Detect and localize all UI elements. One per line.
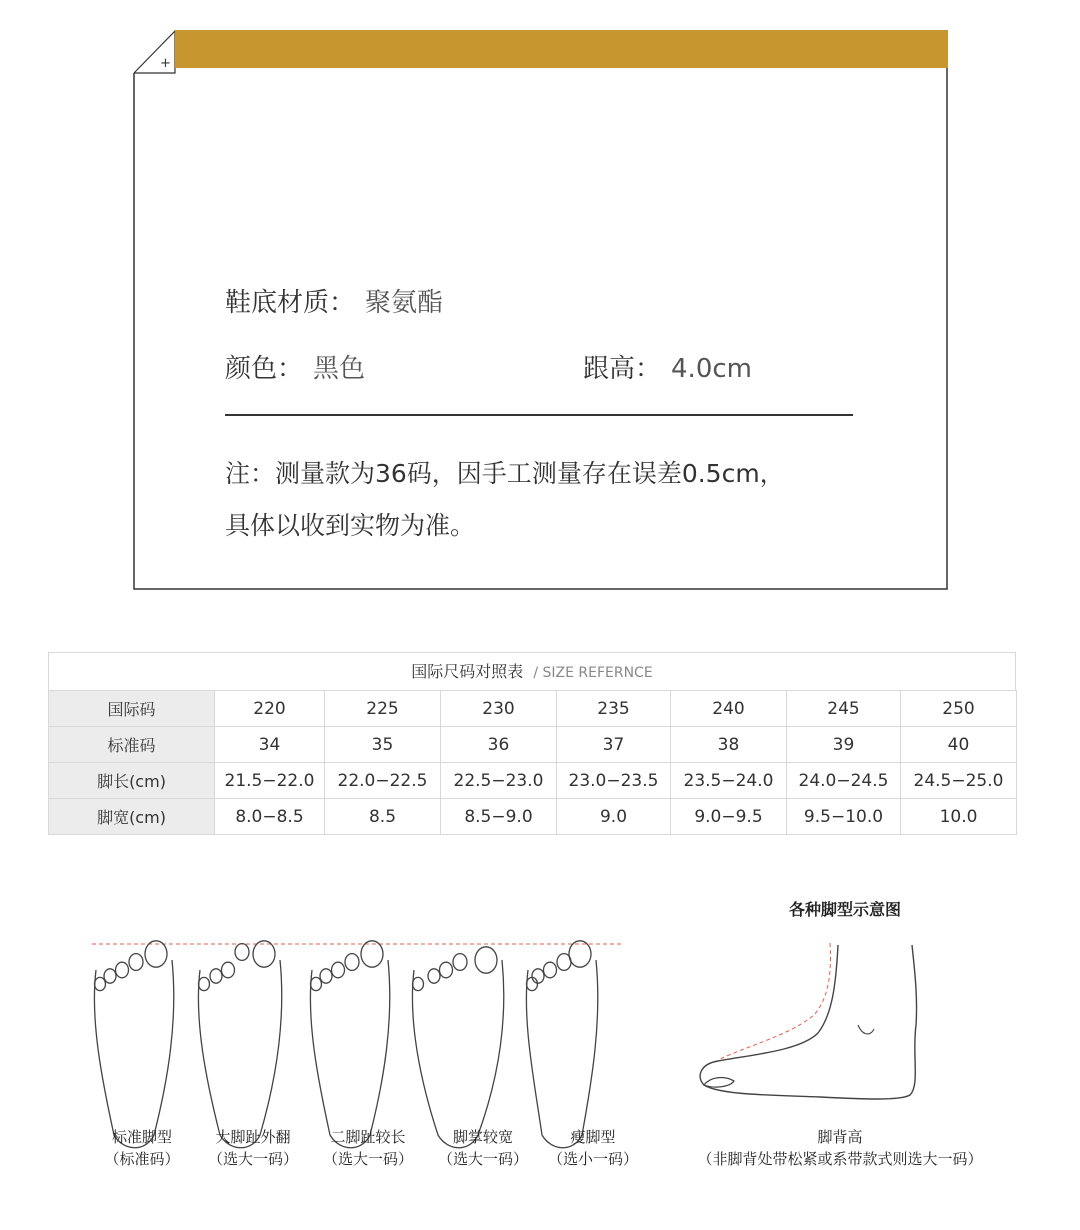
- foot-label-long-second-toe: 二脚趾较长 （选大一码）: [322, 1128, 413, 1168]
- size-cell: 36: [441, 727, 557, 763]
- sole-material-label: 鞋底材质：: [225, 288, 356, 318]
- toe: [453, 954, 467, 971]
- sole-material-line: [225, 282, 443, 319]
- size-cell: 240: [671, 691, 787, 727]
- size-cell: 220: [215, 691, 325, 727]
- toe: [428, 969, 440, 983]
- size-table-title: [48, 652, 1016, 690]
- size-table-section: [48, 652, 1016, 835]
- color-line: [225, 348, 365, 385]
- foot-label-wide: 脚掌较宽 （选大一码）: [437, 1128, 528, 1168]
- size-cell: 34: [215, 727, 325, 763]
- instep-note: （非脚背处带松紧或系带款式则选大一码）: [697, 1150, 983, 1168]
- size-table-title-text: 国际尺码对照表: [411, 662, 524, 681]
- foot-label-standard: 标准脚型 （标准码）: [104, 1128, 180, 1168]
- size-cell: 250: [901, 691, 1017, 727]
- toe: [253, 941, 275, 967]
- instep-diagram-title: 各种脚型示意图: [788, 900, 901, 919]
- size-cell: 230: [441, 691, 557, 727]
- size-cell: 8.0−8.5: [215, 799, 325, 835]
- toe: [413, 977, 424, 990]
- foot-outline: [94, 960, 173, 1148]
- heel-height-value: 4.0cm: [671, 354, 752, 384]
- foot-outline: [310, 960, 389, 1148]
- size-cell: 23.0−23.5: [557, 763, 671, 799]
- toe: [544, 962, 557, 978]
- size-cell: 24.5−25.0: [901, 763, 1017, 799]
- toe: [145, 941, 167, 967]
- size-cell: 22.5−23.0: [441, 763, 557, 799]
- size-cell: 225: [325, 691, 441, 727]
- size-cell: 9.5−10.0: [787, 799, 901, 835]
- size-row-label: 国际码: [49, 691, 215, 727]
- size-cell: 8.5: [325, 799, 441, 835]
- toe: [361, 941, 383, 967]
- toe: [311, 977, 322, 990]
- toe: [332, 962, 345, 978]
- size-cell: 37: [557, 727, 671, 763]
- size-cell: 245: [787, 691, 901, 727]
- foot-outline: [526, 960, 597, 1148]
- heel-height-label: 跟高：: [583, 354, 662, 384]
- heel-height-line: [583, 348, 752, 385]
- foot-outline: [412, 960, 503, 1148]
- size-row-label: 脚长(cm): [49, 763, 215, 799]
- info-divider: [225, 414, 853, 416]
- toe: [557, 954, 571, 971]
- instep-name: 脚背高: [817, 1128, 863, 1146]
- measurement-note: [225, 448, 785, 552]
- size-row-label: 脚宽(cm): [49, 799, 215, 835]
- color-label: 颜色：: [225, 354, 304, 384]
- toe: [129, 954, 143, 971]
- instep-foot-diagram: [690, 935, 950, 1115]
- size-cell: 8.5−9.0: [441, 799, 557, 835]
- size-cell: 21.5−22.0: [215, 763, 325, 799]
- toe: [199, 977, 210, 990]
- size-cell: 24.0−24.5: [787, 763, 901, 799]
- size-table-row: [49, 691, 1017, 727]
- size-table-row: [49, 763, 1017, 799]
- toe: [116, 962, 129, 978]
- size-table-subtitle: / SIZE REFERNCE: [533, 665, 653, 681]
- foot-label-bunion: 大脚趾外翻 （选大一码）: [207, 1128, 298, 1168]
- toe: [95, 977, 106, 990]
- size-cell: 39: [787, 727, 901, 763]
- size-cell: 35: [325, 727, 441, 763]
- toe: [440, 962, 453, 978]
- toe: [320, 969, 332, 983]
- card-accent-bar: [175, 30, 948, 68]
- size-cell: 10.0: [901, 799, 1017, 835]
- svg-text:+: +: [160, 56, 171, 71]
- foot-outline: [198, 960, 281, 1148]
- size-cell: 9.0: [557, 799, 671, 835]
- size-table-row: [49, 727, 1017, 763]
- toe: [569, 941, 591, 967]
- size-cell: 22.0−22.5: [325, 763, 441, 799]
- size-table: [48, 690, 1017, 835]
- toe: [475, 947, 497, 973]
- color-value: 黑色: [313, 354, 366, 384]
- toe: [210, 969, 222, 983]
- toe: [104, 969, 116, 983]
- note-line-1: 注：测量款为36码，因手工测量存在误差0.5cm，: [225, 459, 785, 488]
- size-row-label: 标准码: [49, 727, 215, 763]
- toe: [345, 954, 359, 971]
- product-info-card: [133, 30, 948, 590]
- foot-label-slim: 瘦脚型 （选小一码）: [547, 1128, 638, 1168]
- toe: [235, 944, 249, 961]
- sole-material-value: 聚氨酯: [365, 288, 444, 318]
- instep-label: [660, 1126, 1020, 1170]
- size-cell: 23.5−24.0: [671, 763, 787, 799]
- size-cell: 38: [671, 727, 787, 763]
- size-cell: 40: [901, 727, 1017, 763]
- note-line-2: 具体以收到实物为准。: [225, 511, 476, 540]
- size-cell: 9.0−9.5: [671, 799, 787, 835]
- toe: [222, 962, 235, 978]
- size-table-row: [49, 799, 1017, 835]
- size-cell: 235: [557, 691, 671, 727]
- toe: [532, 969, 544, 983]
